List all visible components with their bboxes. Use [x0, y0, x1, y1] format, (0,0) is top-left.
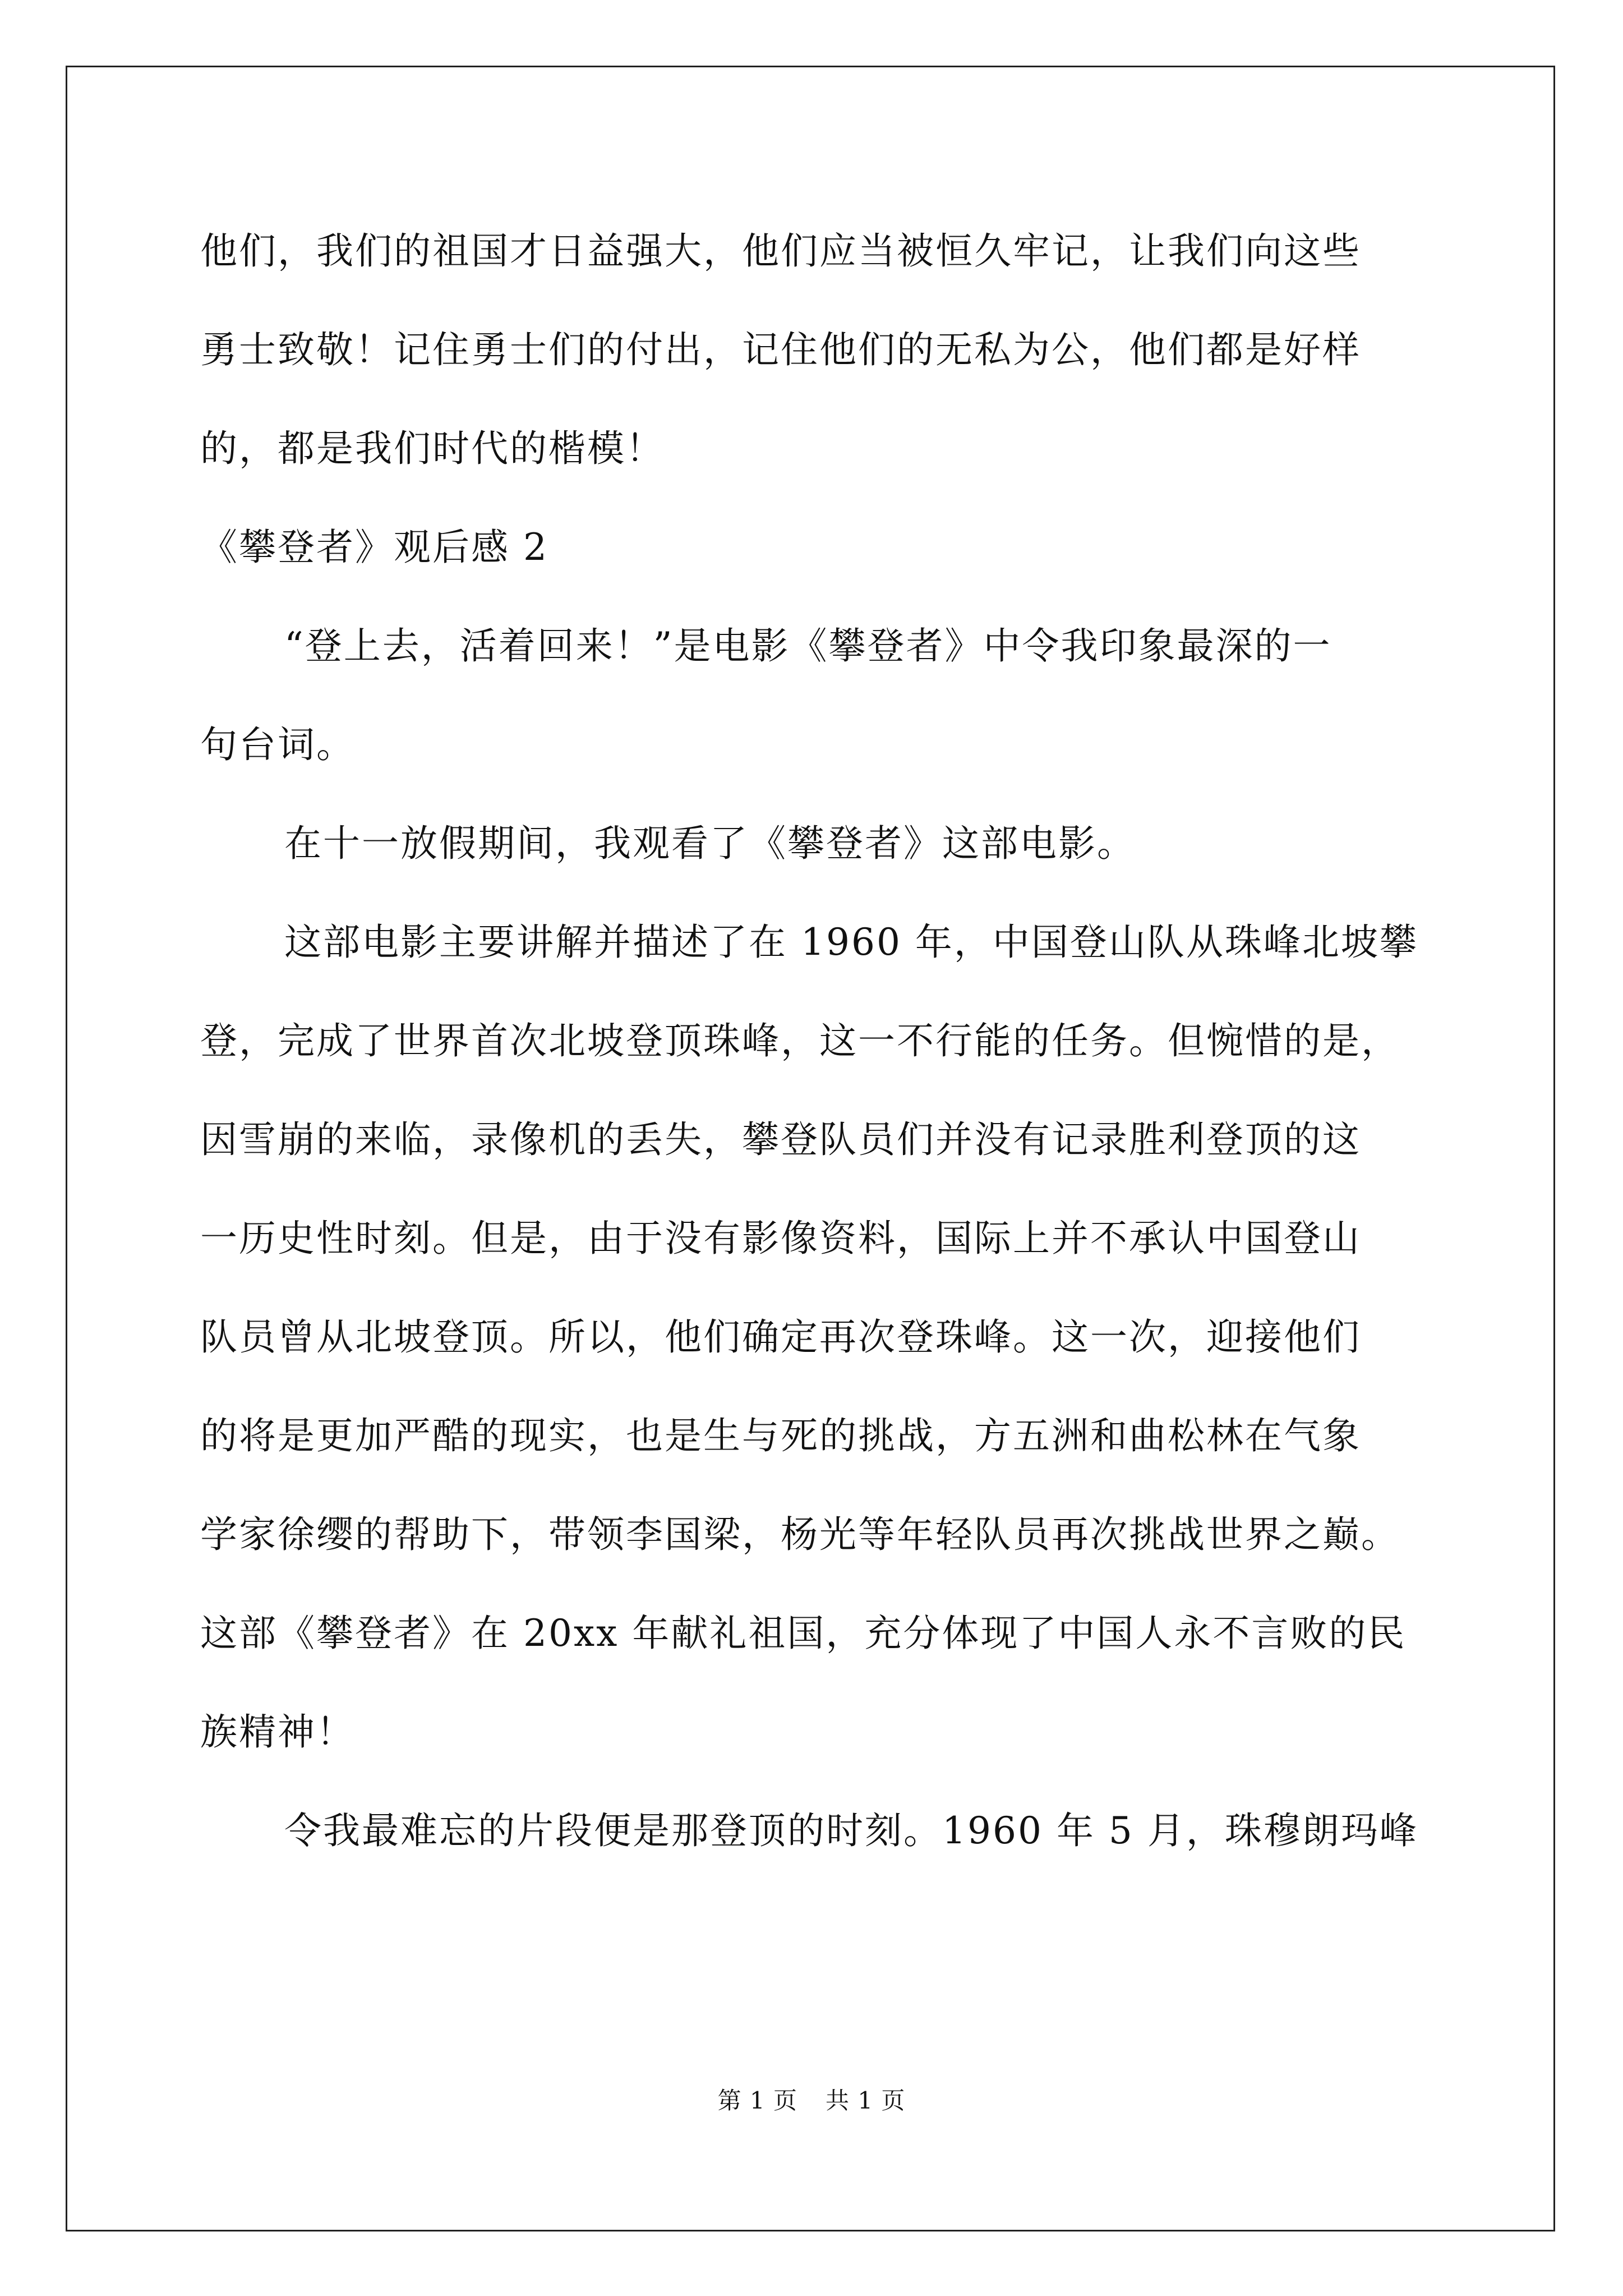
paragraph-line-11: 一历史性时刻。但是，由于没有影像资料，国际上并不承认中国登山 [200, 1217, 1361, 1260]
paragraph-line-16: 族精神！ [200, 1710, 355, 1754]
paragraph-line-5: “登上去，活着回来！”是电影《攀登者》中令我印象最深的一 [284, 624, 1332, 668]
paragraph-line-10: 因雪崩的来临，录像机的丢失，攀登队员们并没有记录胜利登顶的这 [200, 1118, 1361, 1161]
paragraph-line-3: 的，都是我们时代的楷模！ [200, 427, 665, 470]
paragraph-line-12: 队员曾从北坡登顶。所以，他们确定再次登珠峰。这一次，迎接他们 [200, 1315, 1361, 1359]
document-body [200, 223, 1426, 1902]
paragraph-line-14: 学家徐缨的帮助下，带领李国梁，杨光等年轻队员再次挑战世界之巅。 [200, 1513, 1400, 1556]
paragraph-line-13: 的将是更加严酷的现实，也是生与死的挑战，方五洲和曲松林在气象 [200, 1414, 1361, 1457]
paragraph-line-17: 令我最难忘的片段便是那登顶的时刻。1960 年 5 月，珠穆朗玛峰 [284, 1809, 1418, 1852]
paragraph-line-2: 勇士致敬！记住勇士们的付出，记住他们的无私为公，他们都是好样 [200, 328, 1361, 371]
paragraph-line-6: 句台词。 [200, 723, 355, 766]
total-pages: 共 1 页 [826, 2087, 906, 2114]
section-heading: 《攀登者》观后感 2 [200, 526, 548, 569]
page-footer [0, 2082, 1623, 2116]
paragraph-line-7: 在十一放假期间，我观看了《攀登者》这部电影。 [284, 822, 1136, 865]
paragraph-line-9: 登，完成了世界首次北坡登顶珠峰，这一不行能的任务。但惋惜的是， [200, 1019, 1400, 1062]
paragraph-line-8: 这部电影主要讲解并描述了在 1960 年，中国登山队从珠峰北坡攀 [284, 921, 1418, 964]
paragraph-line-15: 这部《攀登者》在 20xx 年献礼祖国，充分体现了中国人永不言败的民 [200, 1612, 1407, 1655]
page-number: 第 1 页 [717, 2087, 797, 2114]
paragraph-line-1: 他们，我们的祖国才日益强大，他们应当被恒久牢记，让我们向这些 [200, 229, 1361, 273]
